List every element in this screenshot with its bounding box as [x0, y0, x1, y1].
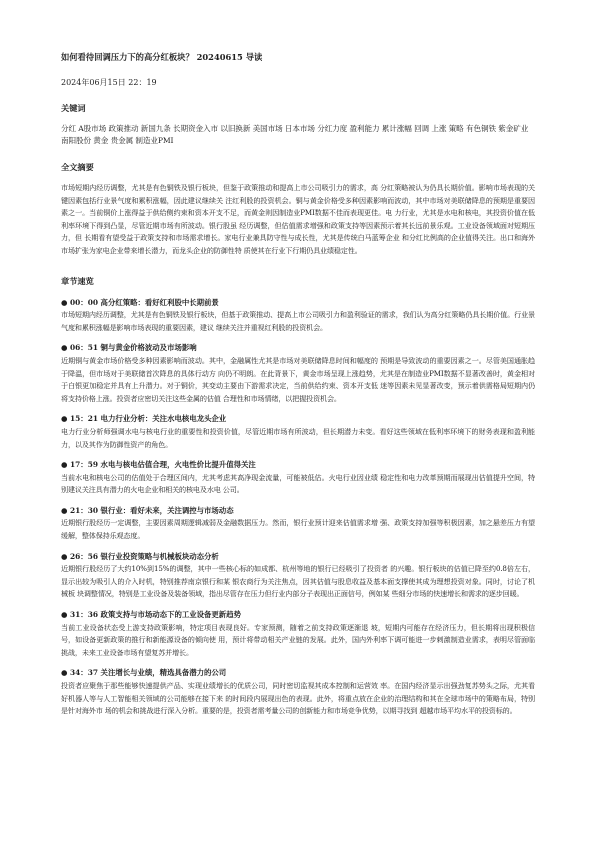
- chapter-title: ● 00：00 高分红策略：看好红利股中长期前景: [61, 297, 219, 307]
- chapters-heading: 章节速览: [61, 275, 94, 286]
- chapter-item: [61, 459, 535, 497]
- chapter-title: ● 34：37 关注增长与业绩，精选具备潜力的公司: [61, 668, 227, 678]
- chapter-title: ● 06：51 铜与黄金价格波动及市场影响: [61, 343, 197, 353]
- chapter-body: 电力行业分析师强调水电与核电行业的重要性和投资价值，尽管近期市场有所波动，但长期潜力未变。看好这些领域在低利率环境下的财务表现和盈利能力，以及其作为防御性资产的角色。: [61, 426, 535, 449]
- chapter-body: 当前水电和核电公司的估值处于合理区间内，尤其考虑其高净现金流量，可能被低估。火电行业因业绩 稳定性和电力改革预期而展现出估值提升空间，特别建议关注具有潜力的火电企业和相关的核电及水电 公司。: [61, 472, 535, 495]
- chapter-title: ● 26：56 银行业投资策略与机械板块动态分析: [61, 551, 219, 561]
- chapter-body: 当前工业设备状态受上游支持政策影响，特定项目表现良好。专家预测，随着之前支持政策逐渐退 坡，短期内可能存在经济压力，但长期将出现积极信号，如设备更新政策的推行和新能源设备的倾向使 用，预计将带动相关产业链的发展。此外，国内外利率下调可能进一步刺激制造业需求，表明尽管面临 挑战，未来工业设备市场有望复苏并增长。: [61, 622, 535, 657]
- keywords-text: 分红 A股市场 政策推动 新国九条 长期资金入市 以旧换新 美国市场 日本市场 分红力度 盈利能力 累计涨幅 回调 上涨 策略 有色铜铁 紫金矿业 南阳股份 黄金 贵金属 制造业PMI: [61, 124, 529, 145]
- chapter-item: [61, 297, 535, 335]
- chapter-title: ● 31：36 政策支持与市场动态下的工业设备更新趋势: [61, 610, 241, 620]
- chapter-title: ● 15：21 电力行业分析：关注水电核电龙头企业: [61, 414, 227, 424]
- chapter-item: [61, 505, 535, 543]
- summary-heading: 全文摘要: [61, 162, 94, 172]
- document-title: 如何看待回调压力下的高分红板块？ 20240615 导读: [61, 52, 263, 62]
- chapter-item: [61, 551, 535, 601]
- chapter-body: 市场短期内经历调整，尤其是有色铜铁及银行板块，但基于政策推动、提高上市公司吸引力和盈利验证的需求，我们认为高分红策略仍具长期价值。行业景气度和累积涨幅是影响市场表现的重要因素，建议 继续关注并重视红利股的投资机会。: [61, 310, 535, 332]
- document-date: 2024年06月15日 22：19: [61, 78, 157, 87]
- chapter-title: ● 21：30 银行业：看好未来，关注调控与市场动态: [61, 505, 234, 515]
- chapter-body: 近期铜与黄金市场价格受多种因素影响而波动。其中，金融属性尤其是市场对美联储降息时间和幅度的 预期是导致波动的重要因素之一。尽管美国通胀趋于降温，但市场对于美联储首次降息的具体行动方 向仍不明朗。在此背景下，黄金市场呈现上涨趋势，尤其是在制造业PMI数据不显著改善时，黄金相对 于白银更加稳定并具有上升潜力。对于铜价，其变动主要由下游需求决定，当前供给约束、资本开支低 迷等因素未见显著改变，预示着供需格局短期内仍将支持价格上涨。投资者应密切关注这些金属的估值 合理性和市场情绪，以把握投资机会。: [61, 355, 535, 403]
- chapter-body: 近期银行股经历了大约10%到15%的调整，其中一些核心标的如成都、杭州等地的银行已经吸引了投资者 的兴趣。银行板块的估值已降至约0.8倍左右，显示出较为吸引人的介入时机，特别推荐南京银行和某 银农商行为关注焦点，因其估值与股息收益及基本面支撑使其成为理想投资对象。同时，讨论了机械板 块调整情况，特别是工业设备及装备领域，指出尽管存在压力但行业内部分子表现出正面信号，例如某 些细分市场的快速增长和需求的逐步回暖。: [61, 564, 535, 599]
- keywords-heading: 关键词: [61, 103, 86, 113]
- chapter-item: [61, 342, 535, 405]
- summary-text: 市场短期内经历调整，尤其是有色铜铁及银行板块，但鉴于政策推动和提高上市公司吸引力的需求，高 分红策略被认为仍具长期价值。影响市场表现的关键因素包括行业景气度和累积涨幅，因此建议继续关 注红利股的投资机会。铜与黄金价格受多种因素影响而波动，其中市场对美联储降息的预期是重要因素之一。当前铜价上涨得益于供给侧约束和资本开支不足，而黄金则因制造业PMI数据不佳而表现更佳。电 力行业，尤其是水电和核电，其投资价值在低利率环境下得到凸显，尽管近期市场有所波动。银行股虽 经历调整，但估值需求增强和政策支持等因素预示着其长远前景乐观。工业设备领域面对短期压力，但 长期看有望受益于政策支持和市场需求增长。家电行业兼具防守性与成长性，尤其是传统白马蓝筹企业 和分红比例高的企业值得关注。出口和海外市场扩张为家电企业带来增长潜力，而龙头企业的防御性特 质使其在行业下行期仍具业绩稳定性。: [61, 183, 535, 255]
- chapter-item: [61, 609, 535, 659]
- chapter-item: [61, 667, 535, 717]
- chapter-body: 投资者应聚焦于那些能够快速提供产品、实现业绩增长的优质公司，同时密切监视其成本控制和运营效 率。在国内经济显示出强劲复苏势头之际，尤其看好机器人等与人工智能相关领域的公司能够在接下来 的时间段内展现出色的表现。此外，将重点放在企业的治理结构和其在全球市场中的策略布局，特别是针对海外市 场的机会和挑战进行深入分析。重要的是，投资者需考量公司的创新能力和市场竞争优势，以期寻找到 超越市场平均水平的投资标的。: [61, 681, 535, 716]
- chapter-title: ● 17：59 水电与核电估值合理，火电性价比提升值得关注: [61, 460, 256, 470]
- chapter-item: [61, 413, 535, 451]
- chapter-body: 近期银行股经历一定调整，主要因素周期逻辑减弱及金融数据压力。然而，银行业预计迎来估值需求增 强、政策支持加强等积极因素，加之悬差压力有望缓解，整体保持乐观态度。: [61, 518, 535, 541]
